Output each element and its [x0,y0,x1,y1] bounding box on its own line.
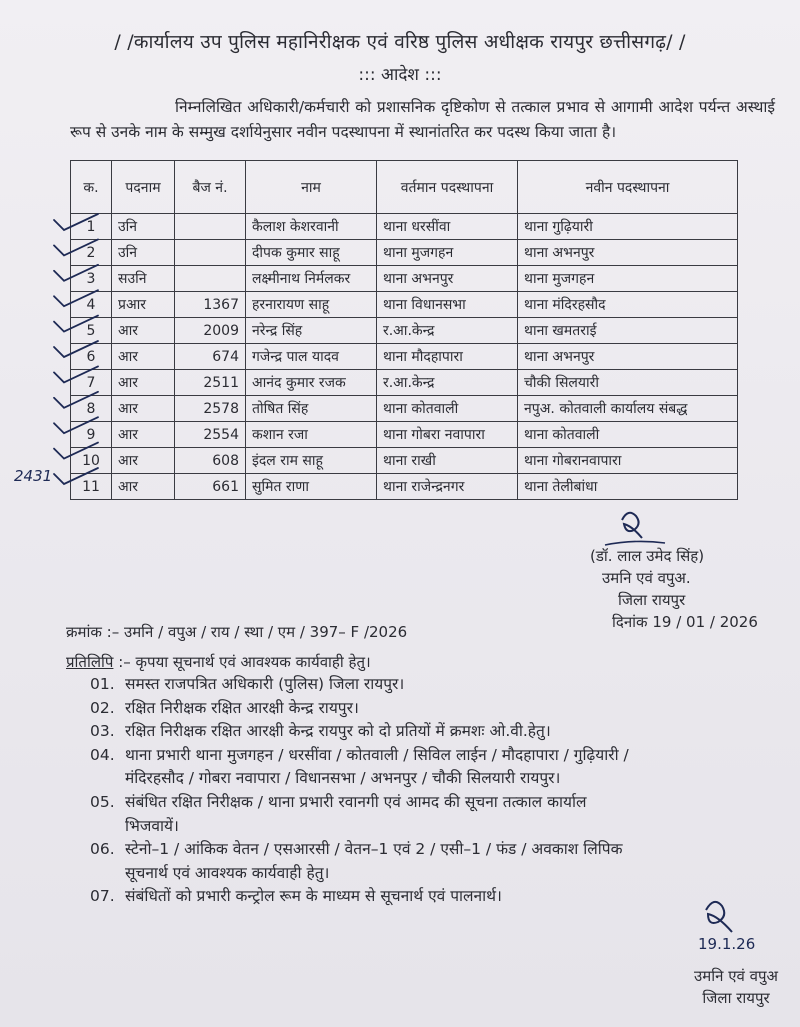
cell-sn: 7 [71,370,112,396]
cell-rank: उनि [112,240,175,266]
cell-sn: 10 [71,448,112,474]
second-designation: उमनि एवं वपुअ [694,967,778,985]
signatory-name: (डॉ. लाल उमेद सिंह) [590,547,705,565]
cell-rank: उनि [112,214,175,240]
list-item-text: संबंधित रक्षित निरीक्षक / थाना प्रभारी रवानगी एवं आमद की सूचना तत्काल कार्याल [125,792,587,811]
cell-new-posting: थाना गुढ़ियारी [518,214,738,240]
order-date: दिनांक 19 / 01 / 2026 [612,613,758,631]
cell-rank: आर [112,318,175,344]
cell-name: आनंद कुमार रजक [246,370,377,396]
list-item-number: 07. [90,887,115,906]
cell-badge: 608 [175,448,246,474]
tick-mark [54,214,98,230]
list-item-text: संबंधितों को प्रभारी कन्ट्रोल रूम के माध्यम से सूचनार्थ एवं पालनार्थ। [125,887,502,906]
list-item-number: 06. [90,840,115,859]
list-item-number: 03. [90,722,115,741]
copy-intro: :– कृपया सूचनार्थ एवं आवश्यक कार्यवाही हेतु। [113,653,371,671]
list-item-number: 01. [90,675,115,693]
list-item [90,697,800,721]
cell-new-posting: थाना मुजगहन [518,266,738,292]
cell-new-posting: थाना तेलीबांधा [518,474,738,500]
list-item-number: 02. [90,698,115,717]
list-item-text: रक्षित निरीक्षक रक्षित आरक्षी केन्द्र रायपुर। [125,698,359,717]
tick-mark [54,239,98,255]
handwritten-note: 2431 [14,467,53,485]
order-heading: ::: आदेश ::: [358,65,442,85]
cell-rank: आर [112,370,175,396]
second-signature-block [672,965,800,1009]
col-header-new-posting: नवीन पदस्थापना [518,161,738,214]
cell-new-posting: चौकी सिलयारी [518,370,738,396]
tick-mark [54,392,98,408]
cell-new-posting: थाना खमतराई [518,318,738,344]
cell-name: सुमित राणा [246,474,377,500]
list-item-continuation: मंदिरहसौद / गोबरा नवापारा / विधानसभा / अभनपुर / चौकी सिलयारी रायपुर। [125,769,561,788]
list-item-number: 05. [90,792,115,811]
list-item [90,885,800,909]
second-district: जिला रायपुर [702,989,770,1007]
cell-current-posting: थाना राजेन्द्रनगर [377,474,518,500]
tick-mark [54,366,98,382]
list-item-text: समस्त राजपत्रित अधिकारी (पुलिस) जिला रायपुर। [125,675,405,693]
signature-scribble [622,513,642,538]
list-item-continuation: भिजवायें। [125,816,179,835]
cell-name: दीपक कुमार साहू [246,240,377,266]
tick-mark [54,417,98,433]
tick-mark [54,316,98,332]
copy-heading [66,652,371,672]
cell-current-posting: थाना मौदहापारा [377,344,518,370]
cell-new-posting: थाना गोबरानवापारा [518,448,738,474]
cell-rank: प्रआर [112,292,175,318]
signatory-designation: उमनि एवं वपुअ. [602,569,691,587]
reference-number: क्रमांक :– उमनि / वपुअ / राय / स्था / एम / 397– F /2026 [66,623,408,641]
col-header-current-posting: वर्तमान पदस्थापना [377,161,518,214]
cell-new-posting: थाना अभनपुर [518,240,738,266]
office-title: / /कार्यालय उप पुलिस महानिरीक्षक एवं वरिष्ठ पुलिस अधीक्षक रायपुर छत्तीसगढ़/ / [114,31,686,53]
list-item-text: स्टेनो–1 / आंकिक वेतन / एसआरसी / वेतन–1 एवं 2 / एसी–1 / फंड / अवकाश लिपिक [125,840,623,859]
cell-sn: 5 [71,318,112,344]
cell-current-posting: थाना विधानसभा [377,292,518,318]
cell-rank: आर [112,422,175,448]
list-item [90,744,800,768]
tick-mark [54,468,98,484]
cell-current-posting: थाना गोबरा नवापारा [377,422,518,448]
cell-current-posting: थाना मुजगहन [377,240,518,266]
list-item-text: रक्षित निरीक्षक रक्षित आरक्षी केन्द्र रायपुर को दो प्रतियों में क्रमशः ओ.वी.हेतु। [125,722,551,741]
copy-list [90,673,800,909]
cell-current-posting: थाना कोतवाली [377,396,518,422]
col-header-sn: क. [71,161,112,214]
cell-name: लक्ष्मीनाथ निर्मलकर [246,266,377,292]
cell-name: कैलाश केशरवानी [246,214,377,240]
cell-sn: 6 [71,344,112,370]
cell-current-posting: थाना अभनपुर [377,266,518,292]
cell-sn: 2 [71,240,112,266]
cell-current-posting: थाना धरसींवा [377,214,518,240]
initial-date: 19.1.26 [698,935,756,953]
list-item-text: थाना प्रभारी थाना मुजगहन / धरसींवा / कोतवाली / सिविल लाईन / मौदहापारा / गुढ़ियारी / [125,745,629,764]
list-item [90,673,800,697]
cell-sn: 4 [71,292,112,318]
signature-block [590,545,758,633]
cell-badge: 1367 [175,292,246,318]
cell-sn: 11 [71,474,112,500]
cell-sn: 9 [71,422,112,448]
cell-badge: 2554 [175,422,246,448]
cell-new-posting: थाना अभनपुर [518,344,738,370]
tick-mark [54,290,98,306]
cell-name: नरेन्द्र सिंह [246,318,377,344]
list-item-continuation: सूचनार्थ एवं आवश्यक कार्यवाही हेतु। [125,863,330,882]
col-header-badge: बैज नं. [175,161,246,214]
col-header-name: नाम [246,161,377,214]
cell-name: कशान रजा [246,422,377,448]
cell-badge: 674 [175,344,246,370]
cell-sn: 3 [71,266,112,292]
cell-current-posting: थाना राखी [377,448,518,474]
tick-mark [54,443,98,459]
cell-current-posting: र.आ.केन्द्र [377,318,518,344]
cell-name: हरनारायण साहू [246,292,377,318]
cell-badge: 661 [175,474,246,500]
list-item-number: 04. [90,745,115,764]
cell-name: इंदल राम साहू [246,448,377,474]
cell-new-posting: नपुअ. कोतवाली कार्यालय संबद्ध [518,396,738,422]
cell-badge: 2511 [175,370,246,396]
cell-sn: 8 [71,396,112,422]
cell-rank: आर [112,448,175,474]
cell-name: तोषित सिंह [246,396,377,422]
cell-rank: आर [112,474,175,500]
order-intro-text: निम्नलिखित अधिकारी/कर्मचारी को प्रशासनिक दृष्टिकोण से तत्काल प्रभाव से आगामी आदेश पर्यन्त अस्थाई रूप से उनके नाम के सम्मुख दर्शायेनुसार नवीन पदस्थापना में स्थानांतरित कर पदस्थ किया जाता है। [70,98,775,141]
tick-mark [54,265,98,281]
cell-badge: 2578 [175,396,246,422]
list-item [90,838,800,862]
cell-rank: आर [112,396,175,422]
list-item [90,720,800,744]
cell-name: गजेन्द्र पाल यादव [246,344,377,370]
cell-rank: सउनि [112,266,175,292]
list-item [90,791,800,815]
col-header-rank: पदनाम [112,161,175,214]
cell-new-posting: थाना कोतवाली [518,422,738,448]
cell-sn: 1 [71,214,112,240]
cell-rank: आर [112,344,175,370]
signatory-district: जिला रायपुर [618,591,686,609]
cell-current-posting: र.आ.केन्द्र [377,370,518,396]
copy-label: प्रतिलिपि [66,653,114,671]
tick-mark [54,341,98,357]
cell-badge: 2009 [175,318,246,344]
cell-new-posting: थाना मंदिरहसौद [518,292,738,318]
